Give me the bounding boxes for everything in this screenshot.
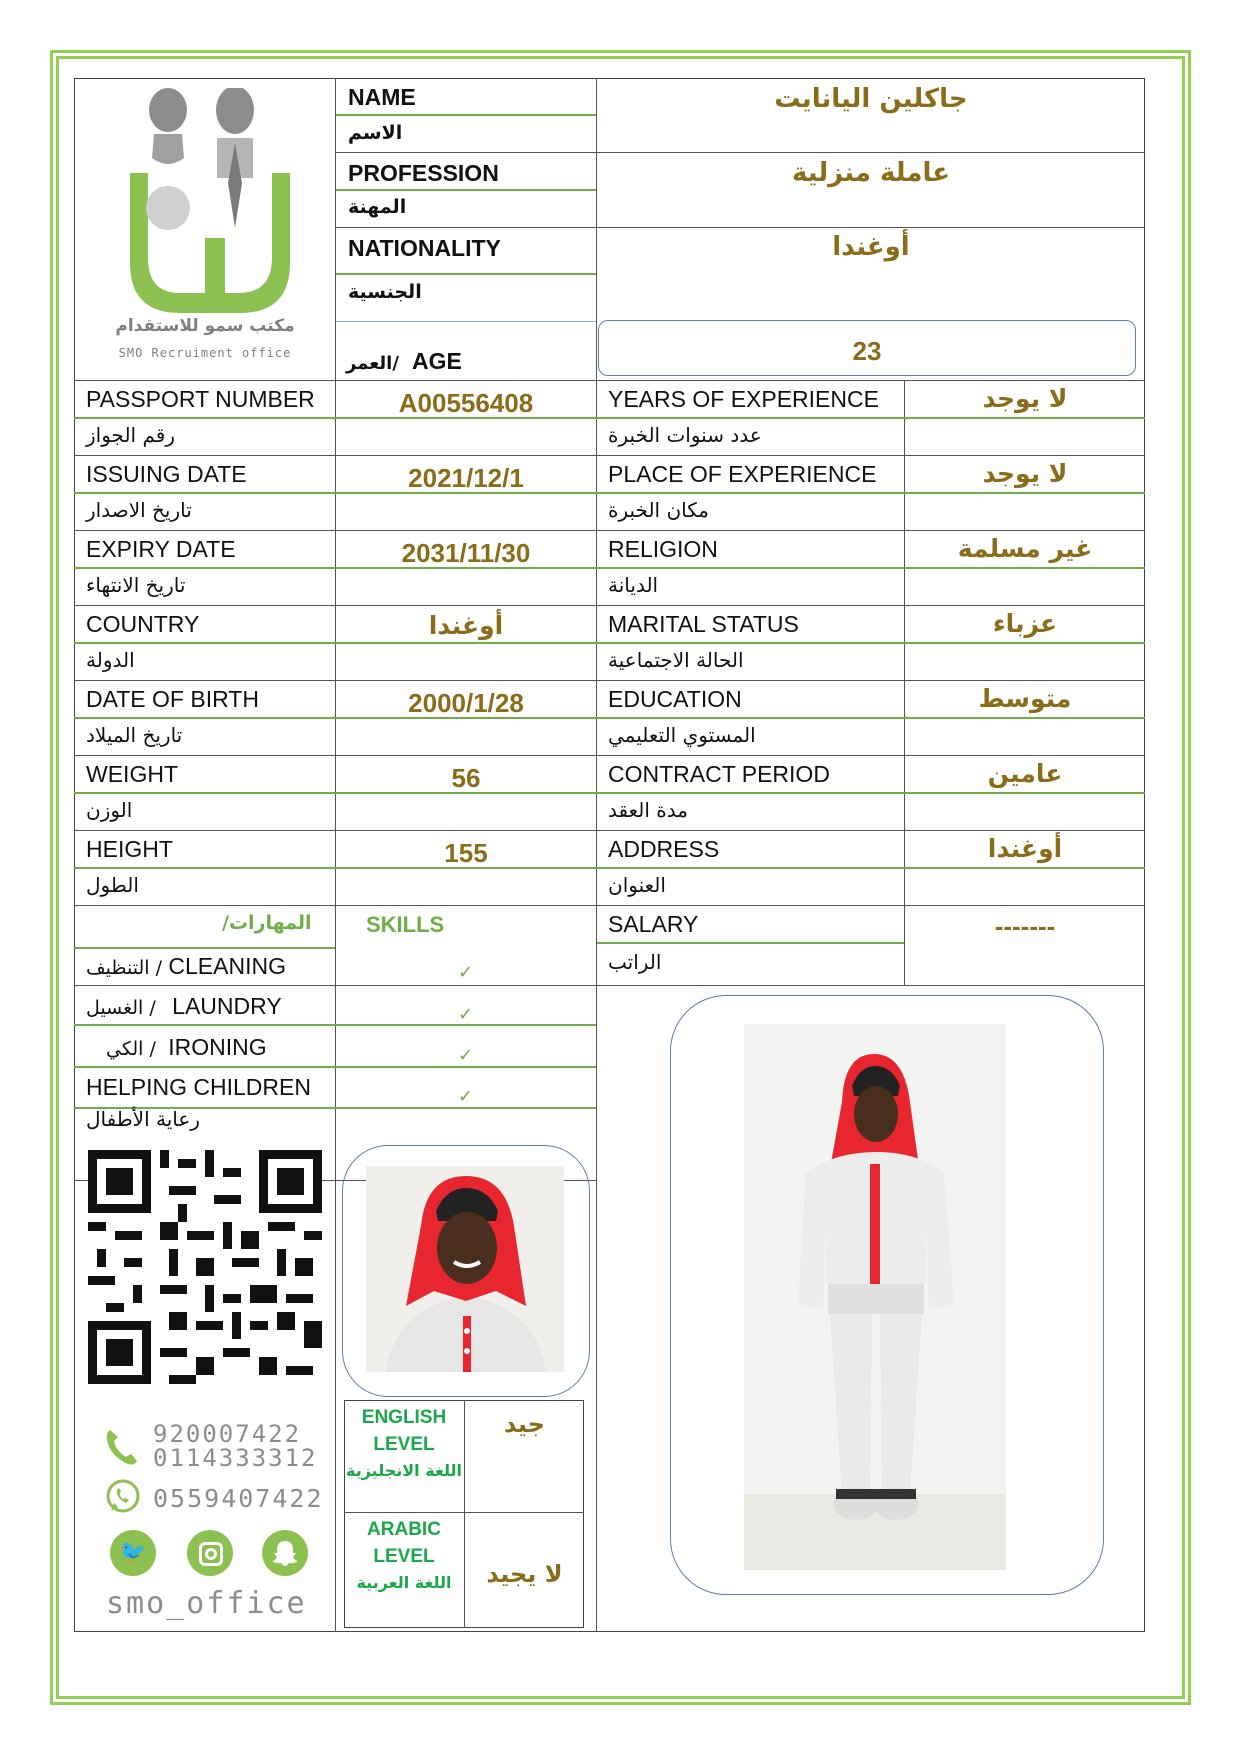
address-label-ar: العنوان <box>608 873 666 897</box>
experience-years-label-ar: عدد سنوات الخبرة <box>608 423 762 447</box>
name-value: جاكلين اليانايت <box>774 84 968 114</box>
arabic-level-value: لا يجيد <box>486 1560 563 1588</box>
divider <box>74 947 335 949</box>
experience-place-label-ar: مكان الخبرة <box>608 498 710 522</box>
experience-years-label: YEARS OF EXPERIENCE <box>608 386 879 412</box>
expiry-value: 2031/11/30 <box>401 538 531 568</box>
address-label: ADDRESS <box>608 836 720 862</box>
portrait-photo <box>366 1166 564 1372</box>
expiry-label-ar: تاريخ الانتهاء <box>86 573 186 597</box>
skill-label: LAUNDRY <box>172 993 282 1019</box>
address-value: أوغندا <box>987 834 1063 863</box>
divider <box>74 417 1145 419</box>
whatsapp-icon <box>104 1478 142 1516</box>
salary-value: ------- <box>994 911 1056 941</box>
height-value: 155 <box>444 838 488 868</box>
weight-label-ar: الوزن <box>86 798 133 822</box>
dob-value: 2000/1/28 <box>408 688 524 718</box>
education-label-ar: المستوي التعليمي <box>608 723 756 747</box>
snapchat-icon[interactable] <box>262 1530 308 1576</box>
nationality-label: NATIONALITY <box>348 235 501 261</box>
office-name-ar: مكتب سمو للاستقدام <box>115 316 295 336</box>
country-label-ar: الدولة <box>86 648 135 672</box>
divider <box>74 1066 596 1068</box>
contract-label-ar: مدة العقد <box>608 798 688 822</box>
skill-label-ar: التنظيف / <box>86 957 162 979</box>
experience-years-value: لا يوجد <box>982 384 1068 413</box>
divider <box>74 605 1145 606</box>
divider <box>74 492 1145 494</box>
education-label: EDUCATION <box>608 686 742 712</box>
contract-value: عامين <box>987 759 1063 788</box>
check-icon: ✓ <box>458 1004 474 1025</box>
english-level-value: جيد <box>504 1410 545 1438</box>
check-icon: ✓ <box>458 1086 474 1107</box>
age-label-ar: العمر/ <box>346 353 399 374</box>
divider <box>74 792 1145 794</box>
marital-label: MARITAL STATUS <box>608 611 799 637</box>
nationality-label-ar: الجنسية <box>348 281 422 303</box>
education-value: متوسط <box>978 684 1072 713</box>
divider <box>74 680 1145 681</box>
age-value: 23 <box>852 336 882 366</box>
skill-label: CLEANING <box>168 953 286 979</box>
col-divider-2 <box>596 78 597 1632</box>
skill-label: IRONING <box>168 1034 267 1060</box>
divider <box>597 942 904 944</box>
skill-label-ar: رعاية الأطفال <box>86 1107 200 1131</box>
divider <box>74 867 1145 869</box>
english-level-label-ar: اللغة الانجليزية <box>346 1461 462 1480</box>
skill-label-ar: الكي / <box>106 1038 156 1060</box>
weight-label: WEIGHT <box>86 761 178 787</box>
divider <box>74 567 1145 569</box>
qr-code-icon <box>88 1150 322 1384</box>
instagram-icon[interactable] <box>187 1530 233 1576</box>
divider <box>74 755 1145 756</box>
divider <box>74 717 1145 719</box>
passport-value: A00556408 <box>398 388 534 418</box>
skills-title-ar: المهارات/ <box>222 912 312 934</box>
salary-label-ar: الراتب <box>608 950 662 974</box>
passport-label: PASSPORT NUMBER <box>86 386 315 412</box>
height-label-ar: الطول <box>86 873 139 897</box>
country-label: COUNTRY <box>86 611 200 637</box>
divider <box>344 1512 584 1513</box>
experience-place-label: PLACE OF EXPERIENCE <box>608 461 877 487</box>
qr-code <box>88 1150 322 1384</box>
divider <box>74 1024 596 1026</box>
skill-label: HELPING CHILDREN <box>86 1074 311 1100</box>
issuing-label: ISSUING DATE <box>86 461 247 487</box>
skill-label-ar: الغسيل / <box>86 997 156 1019</box>
arabic-level-label-ar: اللغة العربية <box>356 1573 452 1592</box>
divider <box>74 380 1145 381</box>
expiry-label: EXPIRY DATE <box>86 536 236 562</box>
name-label-ar: الاسم <box>348 122 403 144</box>
divider <box>336 273 596 275</box>
name-label: NAME <box>348 84 416 110</box>
check-icon: ✓ <box>458 1045 474 1066</box>
dob-label-ar: تاريخ الميلاد <box>86 723 183 747</box>
divider <box>336 321 596 322</box>
smo-logo <box>110 88 300 368</box>
check-icon: ✓ <box>458 962 474 983</box>
religion-label-ar: الديانة <box>608 573 659 597</box>
arabic-level-label: ARABIC LEVEL <box>367 1519 441 1567</box>
profession-label-ar: المهنة <box>348 196 407 218</box>
office-name-en: SMO Recruiment office <box>118 346 292 360</box>
salary-label: SALARY <box>608 911 699 937</box>
full-body-photo <box>744 1024 1006 1570</box>
divider <box>74 530 1145 531</box>
marital-value: عزباء <box>992 609 1058 638</box>
divider <box>336 227 1145 228</box>
passport-label-ar: رقم الجواز <box>86 423 175 447</box>
profession-value: عاملة منزلية <box>791 158 951 188</box>
weight-value: 56 <box>451 763 481 793</box>
skills-title: SKILLS <box>366 912 445 937</box>
contract-label: CONTRACT PERIOD <box>608 761 830 787</box>
nationality-value: أوغندا <box>832 232 910 262</box>
divider <box>74 985 1145 986</box>
phone-icon <box>104 1426 140 1468</box>
divider <box>336 114 596 116</box>
divider <box>74 830 1145 831</box>
divider <box>74 905 1145 906</box>
religion-label: RELIGION <box>608 536 718 562</box>
phone-2: 0114333312 <box>153 1444 318 1472</box>
divider <box>336 152 1145 153</box>
logo-figures-icon <box>110 88 300 318</box>
experience-place-value: لا يوجد <box>982 459 1068 488</box>
country-value: أوغندا <box>428 611 504 640</box>
marital-label-ar: الحالة الاجتماعية <box>608 648 744 672</box>
height-label: HEIGHT <box>86 836 173 862</box>
divider <box>336 189 596 191</box>
twitter-icon[interactable]: 🐦 <box>110 1530 156 1576</box>
age-label-group <box>346 348 462 375</box>
phone-1: 920007422 <box>153 1420 302 1448</box>
issuing-value: 2021/12/1 <box>408 463 524 493</box>
whatsapp-number: 0559407422 <box>153 1484 324 1513</box>
divider <box>74 455 1145 456</box>
dob-label: DATE OF BIRTH <box>86 686 259 712</box>
religion-value: غير مسلمة <box>957 534 1093 563</box>
social-handle: smo_office <box>106 1586 307 1621</box>
age-label: AGE <box>412 348 462 374</box>
english-level-label: ENGLISH LEVEL <box>361 1407 447 1455</box>
divider <box>74 642 1145 644</box>
issuing-label-ar: تاريخ الاصدار <box>86 498 192 522</box>
profession-label: PROFESSION <box>348 160 499 186</box>
